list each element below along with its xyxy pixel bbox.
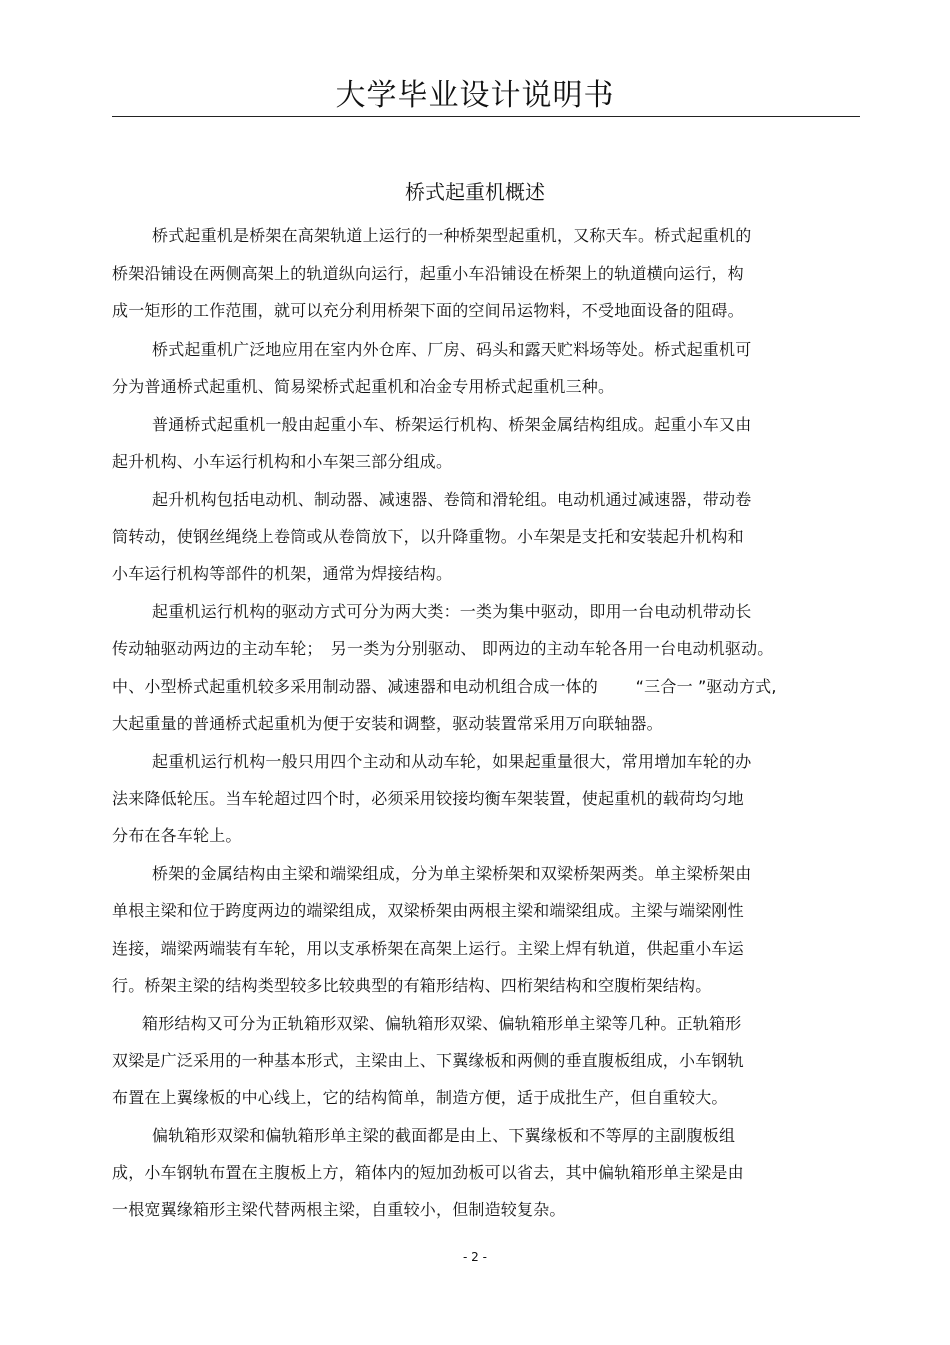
section-title: 桥式起重机概述 (405, 180, 545, 204)
text-line: 成，小车钢轨布置在主腹板上方，箱体内的短加劲板可以省去，其中偏轨箱形单主梁是由 (112, 1163, 744, 1182)
text-line: 桥式起重机是桥架在高架轨道上运行的一种桥架型起重机，又称天车。桥式起重机的 (152, 226, 752, 245)
text-line: 桥架的金属结构由主梁和端梁组成，分为单主梁桥架和双梁桥架两类。单主梁桥架由 (152, 864, 752, 883)
text-line: 小车运行机构等部件的机架，通常为焊接结构。 (112, 564, 453, 583)
text-line: 一根宽翼缘箱形主梁代替两根主梁，自重较小，但制造较复杂。 (112, 1200, 566, 1219)
page-number: - 2 - (463, 1250, 487, 1264)
text-line: 桥架沿铺设在两侧高架上的轨道纵向运行，起重小车沿铺设在桥架上的轨道横向运行，构 (112, 264, 744, 283)
text-line: 普通桥式起重机一般由起重小车、桥架运行机构、桥架金属结构组成。起重小车又由 (152, 415, 752, 434)
text-line: 单根主梁和位于跨度两边的端梁组成，双梁桥架由两根主梁和端梁组成。主梁与端梁刚性 (112, 901, 744, 920)
document-header-title: 大学毕业设计说明书 (335, 78, 615, 113)
text-line: 起升机构包括电动机、制动器、减速器、卷筒和滑轮组。电动机通过减速器，带动卷 (152, 490, 752, 509)
header-divider (112, 116, 860, 117)
text-line: 分为普通桥式起重机、简易梁桥式起重机和冶金专用桥式起重机三种。 (112, 377, 615, 396)
text-line: 中、小型桥式起重机较多采用制动器、减速器和电动机组合成一体的 “三合一 ”驱动方式, (112, 677, 777, 696)
text-line: 筒转动，使钢丝绳绕上卷筒或从卷筒放下，以升降重物。小车架是支托和安装起升机构和 (112, 527, 744, 546)
text-line: 起重机运行机构的驱动方式可分为两大类：一类为集中驱动，即用一台电动机带动长 (152, 602, 752, 621)
text-line: 大起重量的普通桥式起重机为便于安装和调整，驱动装置常采用万向联轴器。 (112, 714, 663, 733)
text-line: 传动轴驱动两边的主动车轮； 另一类为分别驱动、 即两边的主动车轮各用一台电动机驱动。 (112, 639, 774, 658)
text-line: 布置在上翼缘板的中心线上，它的结构简单，制造方便，适于成批生产，但自重较大。 (112, 1088, 728, 1107)
text-line: 桥式起重机广泛地应用在室内外仓库、厂房、码头和露天贮料场等处。桥式起重机可 (152, 340, 752, 359)
text-line: 连接，端梁两端装有车轮，用以支承桥架在高架上运行。主梁上焊有轨道，供起重小车运 (112, 939, 744, 958)
text-line: 双梁是广泛采用的一种基本形式，主梁由上、下翼缘板和两侧的垂直腹板组成，小车钢轨 (112, 1051, 744, 1070)
text-line: 起升机构、小车运行机构和小车架三部分组成。 (112, 452, 453, 471)
text-line: 偏轨箱形双梁和偏轨箱形单主梁的截面都是由上、下翼缘板和不等厚的主副腹板组 (152, 1126, 736, 1145)
text-line: 起重机运行机构一般只用四个主动和从动车轮，如果起重量很大，常用增加车轮的办 (152, 752, 752, 771)
text-line: 行。桥架主梁的结构类型较多比较典型的有箱形结构、四桁架结构和空腹桁架结构。 (112, 976, 712, 995)
text-line: 成一矩形的工作范围，就可以充分利用桥架下面的空间吊运物料，不受地面设备的阻碍。 (112, 301, 744, 320)
text-line: 箱形结构又可分为正轨箱形双梁、偏轨箱形双梁、偏轨箱形单主梁等几种。正轨箱形 (142, 1014, 742, 1033)
text-line: 分布在各车轮上。 (112, 826, 242, 845)
text-line: 法来降低轮压。当车轮超过四个时，必须采用铰接均衡车架装置，使起重机的载荷均匀地 (112, 789, 744, 808)
